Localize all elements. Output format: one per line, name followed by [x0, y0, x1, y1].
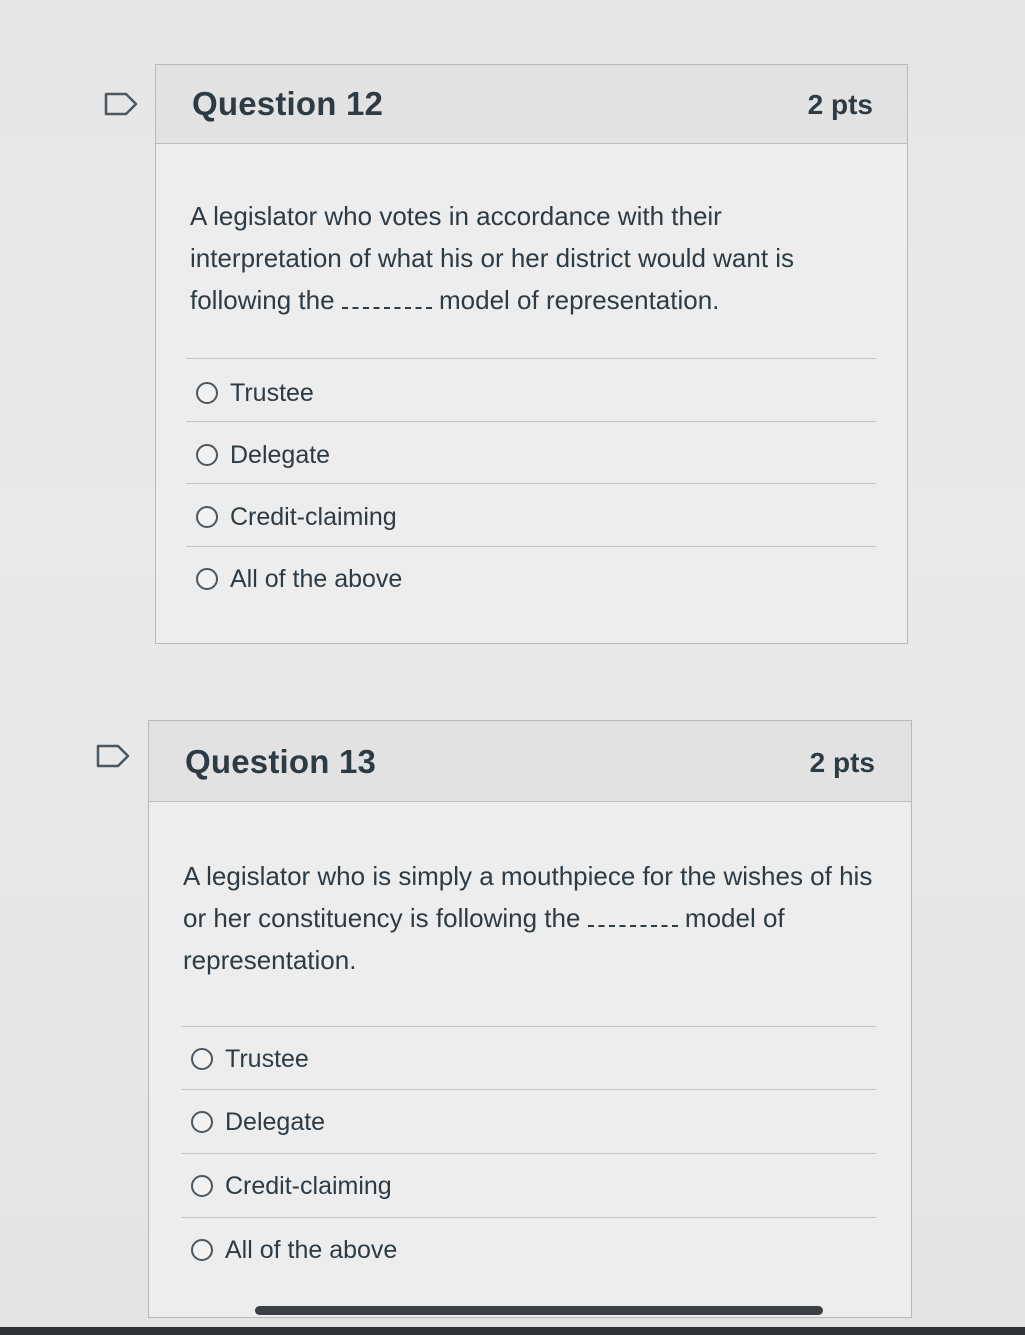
- question-text-after: model of representation.: [439, 285, 720, 315]
- radio-button-icon[interactable]: [196, 382, 218, 404]
- answer-divider: [186, 421, 876, 422]
- radio-button-icon[interactable]: [191, 1239, 213, 1261]
- answer-divider: [181, 1217, 876, 1218]
- answer-option-trustee[interactable]: [191, 1039, 309, 1079]
- question-card-13: [148, 720, 912, 1318]
- question-card-12: [155, 64, 908, 644]
- answer-divider: [186, 358, 876, 359]
- answer-divider: [186, 483, 876, 484]
- answer-option-all-of-the-above[interactable]: [196, 559, 402, 599]
- answer-label: Delegate: [225, 1107, 326, 1136]
- radio-button-icon[interactable]: [196, 506, 218, 528]
- answer-option-trustee[interactable]: [196, 373, 314, 413]
- question-text-before: A legislator who votes in accordance with their interpretation of what his or her district would want is following the: [190, 201, 795, 315]
- answer-label: Credit-claiming: [225, 1171, 392, 1200]
- question-text-after: model of representation.: [183, 903, 785, 975]
- answer-option-credit-claiming[interactable]: [191, 1166, 392, 1206]
- question-points: 2 pts: [809, 747, 875, 778]
- question-text: [190, 195, 880, 321]
- question-text-before: A legislator who is simply a mouthpiece for the wishes of his or her constituency is following the: [183, 861, 873, 933]
- answer-label: All of the above: [230, 564, 403, 593]
- answer-divider: [186, 546, 876, 547]
- screen-bezel-edge: [0, 1327, 1025, 1335]
- radio-button-icon[interactable]: [196, 568, 218, 590]
- question-text: [183, 855, 883, 981]
- answer-label: All of the above: [225, 1235, 398, 1264]
- question-title: Question 12: [192, 85, 384, 122]
- radio-button-icon[interactable]: [191, 1111, 213, 1133]
- answer-option-delegate[interactable]: [191, 1102, 325, 1142]
- radio-button-icon[interactable]: [191, 1175, 213, 1197]
- answer-blank: [342, 285, 432, 309]
- flag-question-13-icon[interactable]: [96, 744, 126, 764]
- answer-label: Delegate: [230, 440, 331, 469]
- answer-option-all-of-the-above[interactable]: [191, 1230, 397, 1270]
- flag-question-12-icon[interactable]: [104, 92, 134, 112]
- question-points: 2 pts: [807, 89, 873, 120]
- radio-button-icon[interactable]: [191, 1048, 213, 1070]
- answer-option-credit-claiming[interactable]: [196, 497, 397, 537]
- question-title: Question 13: [185, 743, 377, 780]
- answer-divider: [181, 1026, 876, 1027]
- radio-button-icon[interactable]: [196, 444, 218, 466]
- answer-blank: [588, 903, 678, 927]
- answer-label: Credit-claiming: [230, 502, 397, 531]
- question-header-13: [149, 721, 911, 802]
- question-header-12: [156, 65, 907, 144]
- answer-label: Trustee: [225, 1044, 309, 1073]
- answer-divider: [181, 1153, 876, 1154]
- horizontal-scrollbar[interactable]: [255, 1306, 823, 1315]
- answer-divider: [181, 1089, 876, 1090]
- answer-label: Trustee: [230, 378, 314, 407]
- answer-option-delegate[interactable]: [196, 435, 330, 475]
